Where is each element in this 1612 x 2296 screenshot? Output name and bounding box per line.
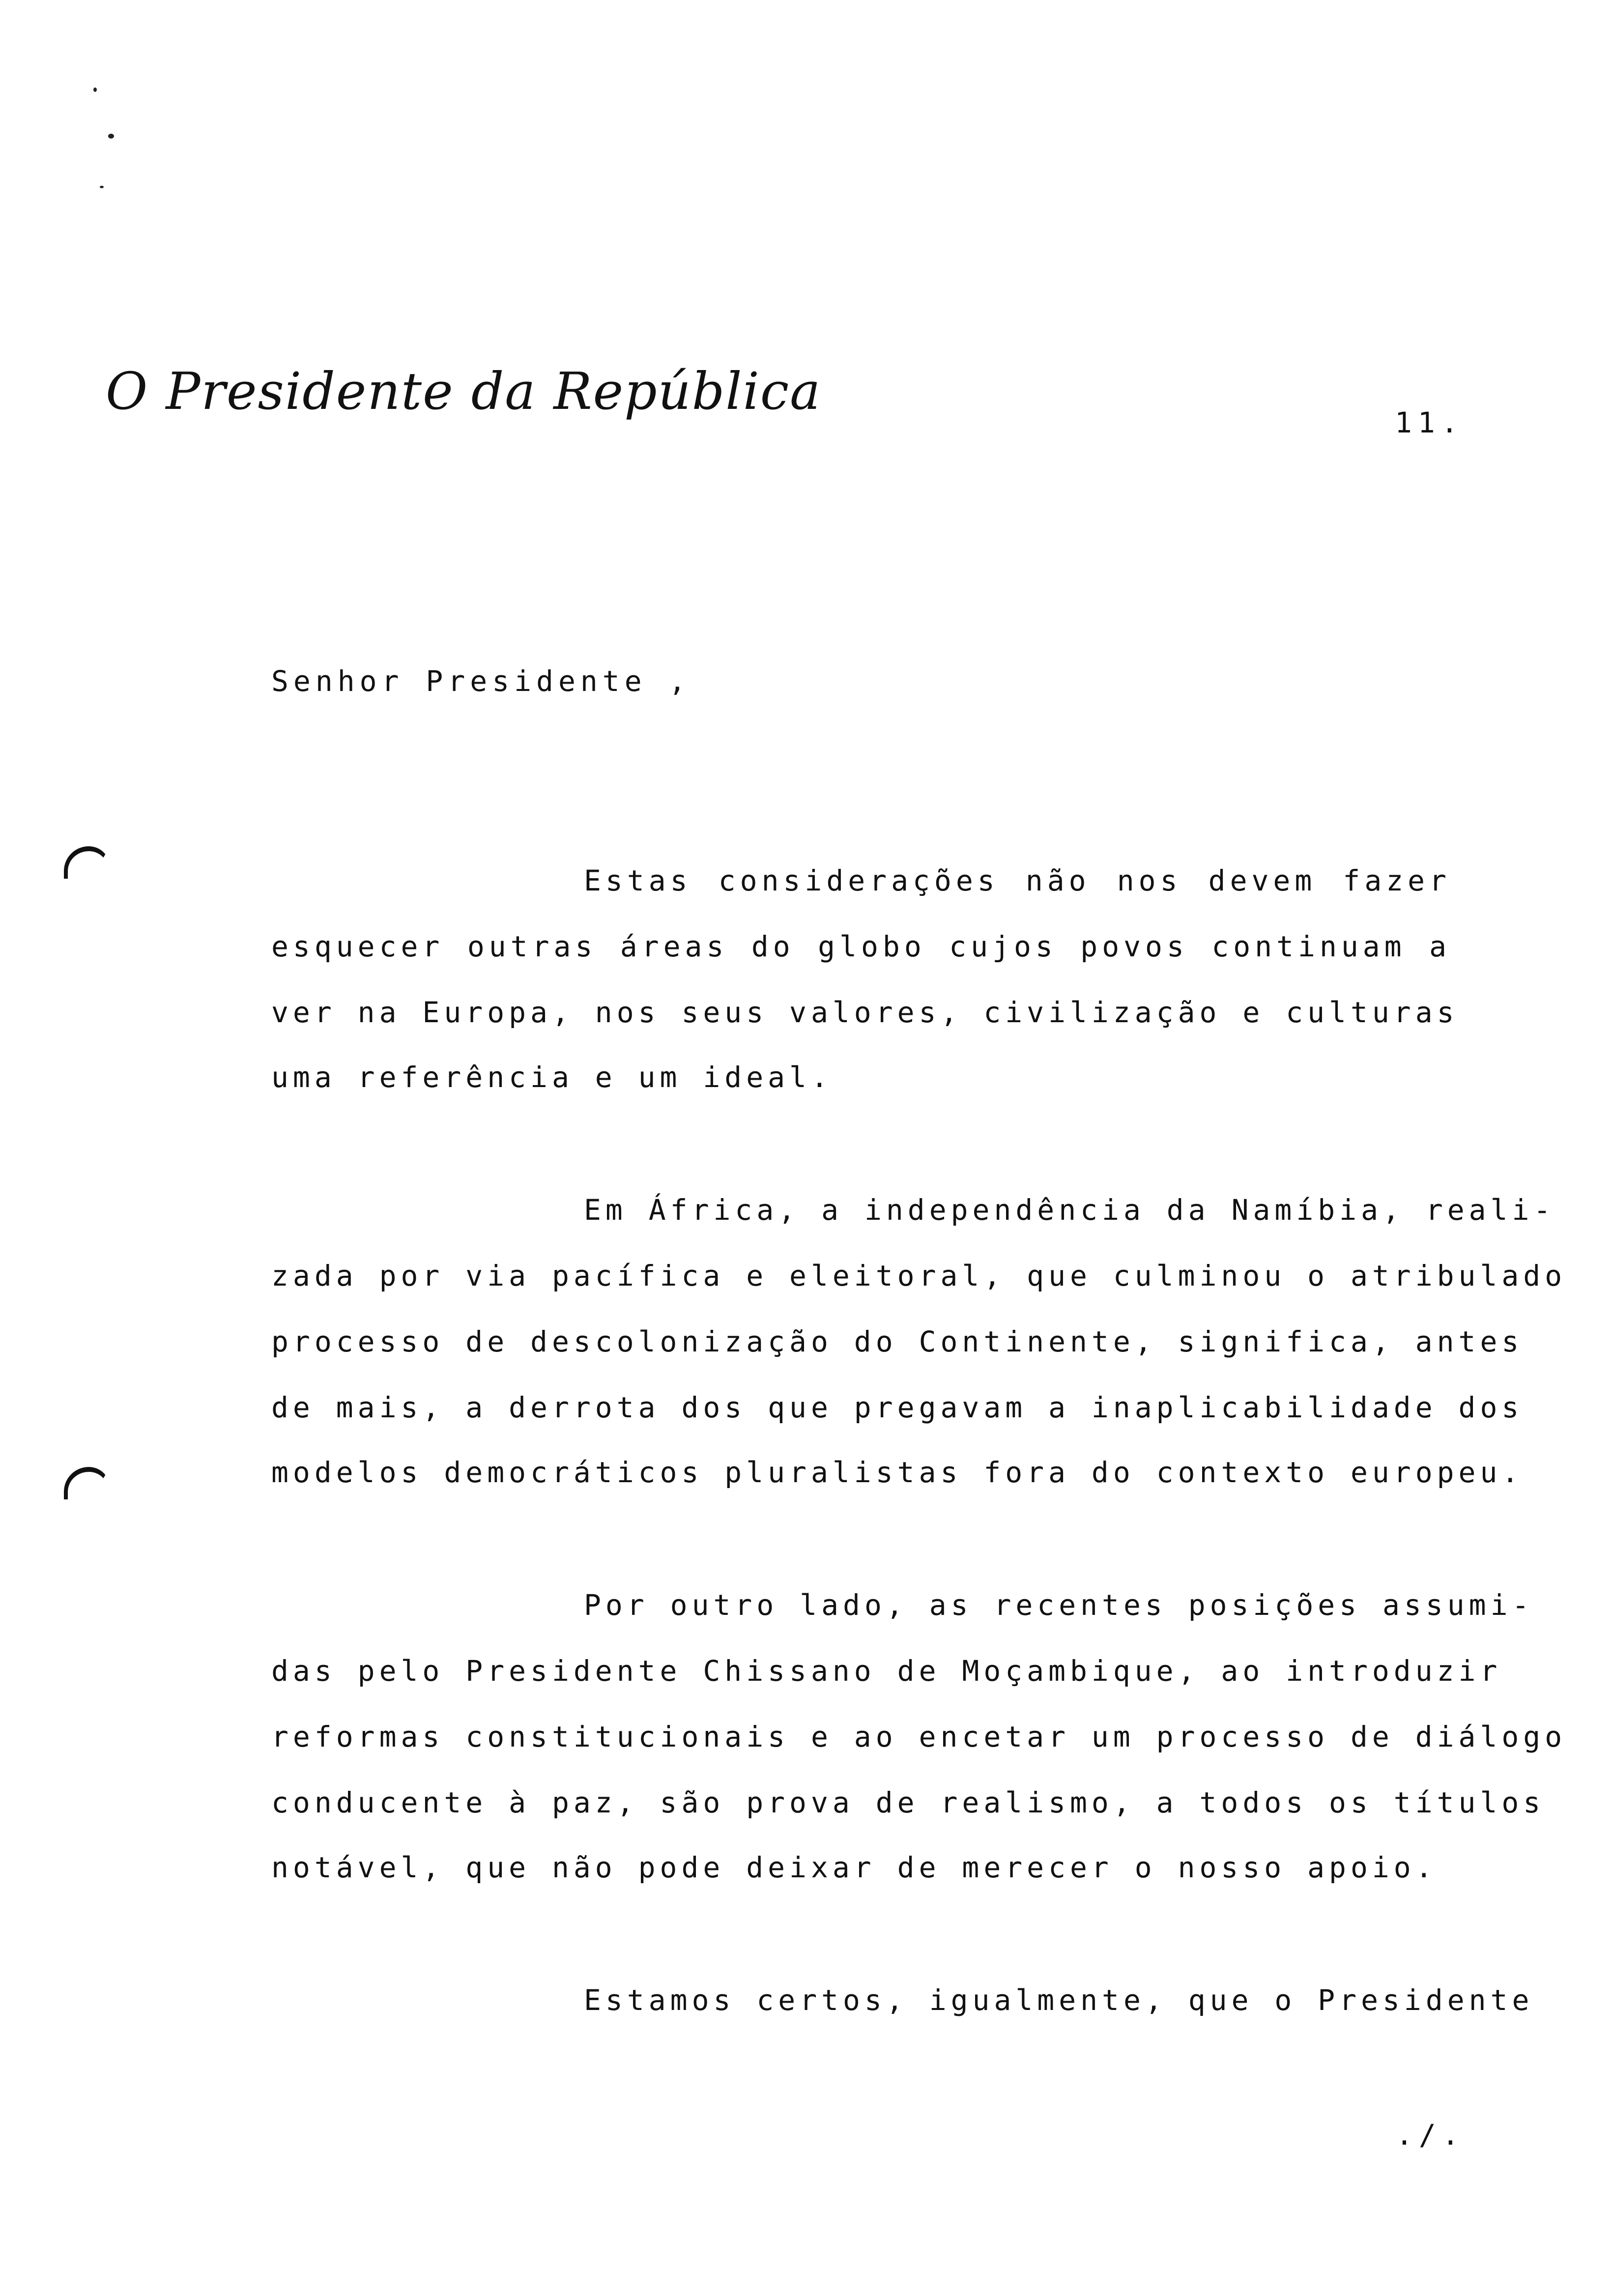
margin-speck: [93, 87, 97, 92]
punch-hole-mark: [64, 846, 110, 879]
paragraph-3-line-4: conducente à paz, são prova de realismo, a todos os títulos: [271, 1786, 1545, 1819]
paragraph-2-line-4: de mais, a derrota dos que pregavam a inaplicabilidade dos: [271, 1391, 1524, 1424]
punch-hole-mark: [64, 1467, 110, 1499]
paragraph-3-line-1: Por outro lado, as recentes posições assumi-: [584, 1588, 1534, 1622]
paragraph-4-line-1: Estamos certos, igualmente, que o Presidente: [584, 1983, 1534, 2017]
margin-speck: [100, 186, 104, 188]
margin-speck: [108, 134, 114, 139]
paragraph-2-line-2: zada por via pacífica e eleitoral, que culminou o atribulado: [271, 1259, 1567, 1292]
letterhead: O Presidente da República: [106, 361, 822, 421]
page-number: 11.: [1395, 406, 1464, 439]
paragraph-3-line-2: das pelo Presidente Chissano de Moçambique, ao introduzir: [271, 1654, 1502, 1688]
paragraph-1-line-4: uma referência e um ideal.: [271, 1061, 833, 1094]
continuation-mark: ./.: [1396, 2118, 1465, 2152]
paragraph-1-line-3: ver na Europa, nos seus valores, civilização e culturas: [271, 996, 1459, 1029]
paragraph-3-line-5: notável, que não pode deixar de merecer o nosso apoio.: [271, 1851, 1437, 1884]
paragraph-3-line-3: reformas constitucionais e ao encetar um processo de diálogo: [271, 1720, 1567, 1753]
paragraph-1-line-2: esquecer outras áreas do globo cujos povos continuam a: [271, 930, 1451, 963]
paragraph-2-line-1: Em África, a independência da Namíbia, reali-: [584, 1193, 1555, 1227]
paragraph-2-line-3: processo de descolonização do Continente, significa, antes: [271, 1325, 1524, 1358]
paragraph-1-line-1: Estas considerações não nos devem fazer: [584, 864, 1451, 897]
salutation: Senhor Presidente ,: [271, 664, 691, 698]
paragraph-2-line-5: modelos democráticos pluralistas fora do contexto europeu.: [271, 1456, 1524, 1489]
